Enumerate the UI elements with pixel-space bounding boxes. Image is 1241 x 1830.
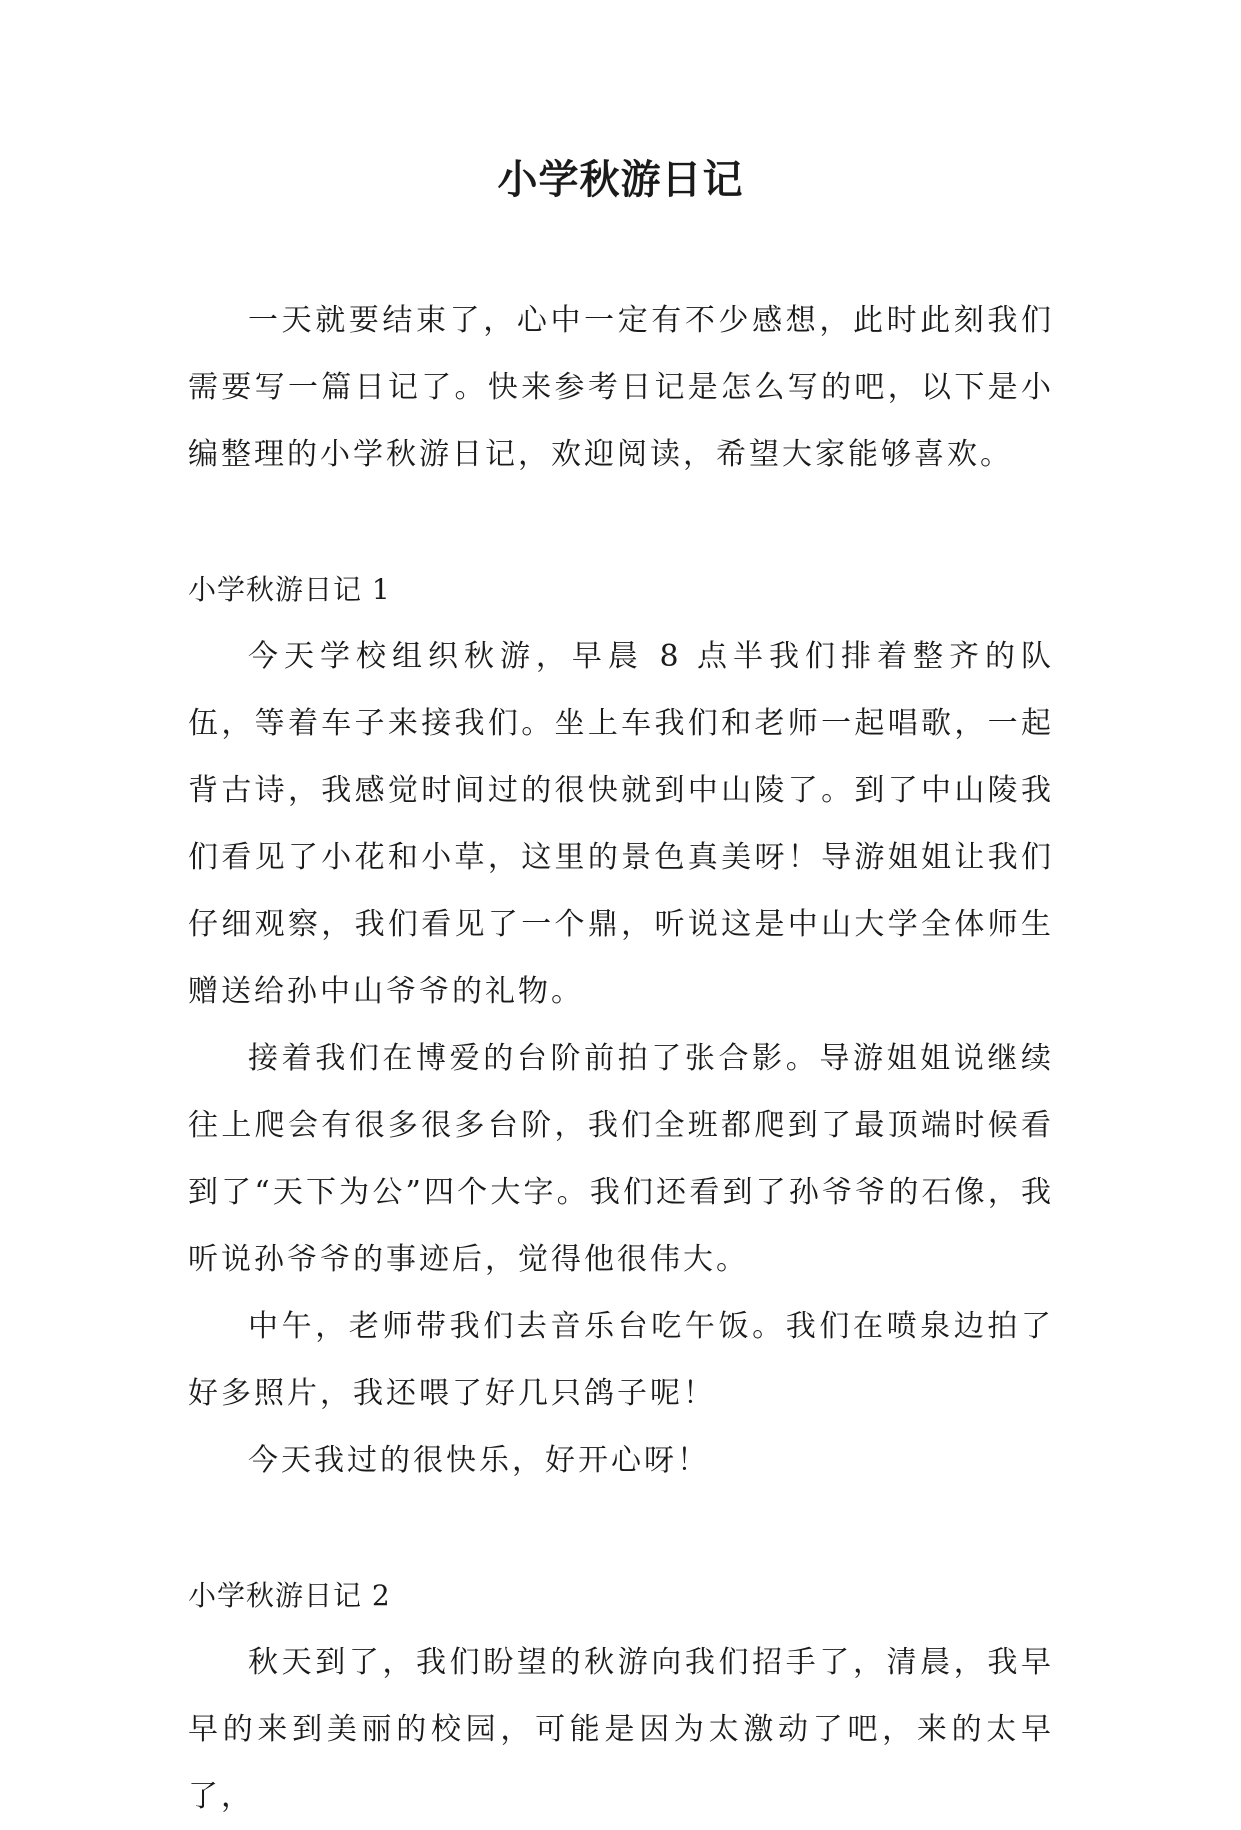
document-title: 小学秋游日记	[497, 156, 744, 203]
section-1-paragraph-4: 今天我过的很快乐，好开心呀！	[248, 1443, 710, 1478]
section-heading-2: 小学秋游日记 2	[188, 1579, 391, 1612]
section-spacer	[188, 1494, 1054, 1562]
document-body	[188, 287, 1054, 1830]
section-2-paragraph-1: 秋天到了，我们盼望的秋游向我们招手了，清晨，我早早的来到美丽的校园，可能是因为太激动了吧，来的太早了，	[188, 1645, 1054, 1814]
section-1-paragraph-3: 中午，老师带我们去音乐台吃午饭。我们在喷泉边拍了好多照片，我还喂了好几只鸽子呢！	[188, 1309, 1054, 1411]
section-1-paragraph-1: 今天学校组织秋游，早晨 8 点半我们排着整齐的队伍，等着车子来接我们。坐上车我们和老师一起唱歌，一起背古诗，我感觉时间过的很快就到中山陵了。到了中山陵我们看见了小花和小草，这里的景色真美呀！导游姐姐让我们仔细观察，我们看见了一个鼎，听说这是中山大学全体师生赠送给孙中山爷爷的礼物。	[188, 639, 1054, 1009]
section-1-paragraph-2: 接着我们在博爱的台阶前拍了张合影。导游姐姐说继续往上爬会有很多很多台阶，我们全班都爬到了最顶端时候看到了“天下为公”四个大字。我们还看到了孙爷爷的石像，我听说孙爷爷的事迹后，觉得他很伟大。	[188, 1041, 1054, 1277]
section-heading-1: 小学秋游日记 1	[188, 573, 391, 606]
section-spacer	[188, 488, 1054, 556]
intro-paragraph: 一天就要结束了，心中一定有不少感想，此时此刻我们需要写一篇日记了。快来参考日记是怎么写的吧，以下是小编整理的小学秋游日记，欢迎阅读，希望大家能够喜欢。	[188, 303, 1054, 472]
